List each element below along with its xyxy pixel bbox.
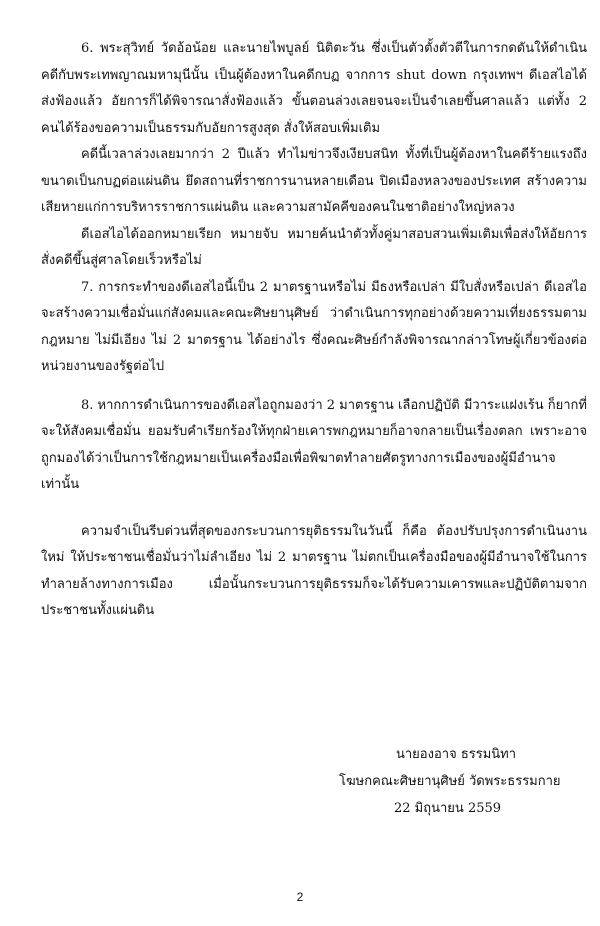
paragraph-item-7: 7. การกระทำของดีเอสไอนี้เป็น 2 มาตรฐานหรือไม่ มีธงหรือเปล่า มีใบสั่งหรือเปล่า ดีเอสไอจะสร้างความเชื่อมั่นแก่สังคมและคณะศิษยานุศิษย์ ว่าดำเนินการทุกอย่างด้วยความเที่ยงธรรมตามกฎหมาย ไม่มีเอียง ไม่ 2 มาตรฐาน ได้อย่างไร ซึ่งคณะศิษย์กำลังพิจารณากล่าวโทษผู้เกี่ยวข้องต่อหน่วยงานของรัฐต่อไป [41, 279, 587, 374]
paragraph-conclusion: ความจำเป็นรีบด่วนที่สุดของกระบวนการยุติธรรมในวันนี้ ก็คือ ต้องปรับปรุงการดำเนินงานใหม่ ให้ประชาชนเชื่อมั่นว่าไม่ลำเอียง ไม่ 2 มาตรฐาน ไม่ตกเป็นเครื่องมือของผู้มีอำนาจใช้ในการทำลายล้างทางการเมือง เมื่อนั้นกระบวนการยุติธรรมก็จะได้รับความเคารพและปฏิบัติตามจากประชาชนทั้งแผ่นดิน [41, 523, 587, 618]
paragraph-item-6-followup-1: คดีนี้เวลาล่วงเลยมากว่า 2 ปีแล้ว ทำไมข่าวจึงเงียบสนิท ทั้งที่เป็นผู้ต้องหาในคดีร้ายแรงถึงขนาดเป็นกบฏต่อแผ่นดิน ยึดสถานที่ราชการนานหลายเดือน ปิดเมืองหลวงของประเทศ สร้างความเสียหายแก่การบริหารราชการแผ่นดิน และความสามัคคีของคนในชาติอย่างใหญ่หลวง [41, 147, 587, 215]
signatory-name: นายองอาจ ธรรมนิทา [396, 747, 517, 762]
signatory-role: โฆษกคณะศิษยานุศิษย์ วัดพระธรรมกาย [339, 774, 561, 789]
signature-date: 22 มิถุนายน 2559 [394, 801, 502, 816]
document-body [41, 36, 587, 625]
paragraph-item-6: 6. พระสุวิทย์ วัดอ้อน้อย และนายไพบูลย์ นิติตะวัน ซึ่งเป็นตัวตั้งตัวตีในการกดดันให้ดำเนินคดีกับพระเทพญาณมหามุนีนั้น เป็นผู้ต้องหาในคดีกบฏ จากการ shut down กรุงเทพฯ ดีเอสไอได้ส่งฟ้องแล้ว อัยการก็ได้พิจารณาสั่งฟ้องแล้ว ขั้นตอนล่วงเลยจนจะเป็นจำเลยขึ้นศาลแล้ว แต่ทั้ง 2 คนได้ร้องขอความเป็นธรรมกับอัยการสูงสุด สั่งให้สอบเพิ่มเติม [41, 41, 587, 136]
paragraph-item-6-followup-2: ดีเอสไอได้ออกหมายเรียก หมายจับ หมายค้นนำตัวทั้งคู่มาสอบสวนเพิ่มเติมเพื่อส่งให้อัยการสั่งคดีขึ้นสู่ศาลโดยเร็วหรือไม่ [41, 226, 587, 268]
page-number: 2 [296, 890, 304, 904]
paragraph-item-8: 8. หากการดำเนินการของดีเอสไอถูกมองว่า 2 มาตรฐาน เลือกปฏิบัติ มีวาระแฝงเร้น ก็ยากที่จะให้สังคมเชื่อมั่น ยอมรับคำเรียกร้องให้ทุกฝ่ายเคารพกฎหมายก็อาจกลายเป็นเรื่องตลก เพราะอาจถูกมองได้ว่าเป็นการใช้กฎหมายเป็นเครื่องมือเพื่อพิฆาตทำลายศัตรูทางการเมืองของผู้มีอำนาจเท่านั้น [41, 397, 587, 492]
